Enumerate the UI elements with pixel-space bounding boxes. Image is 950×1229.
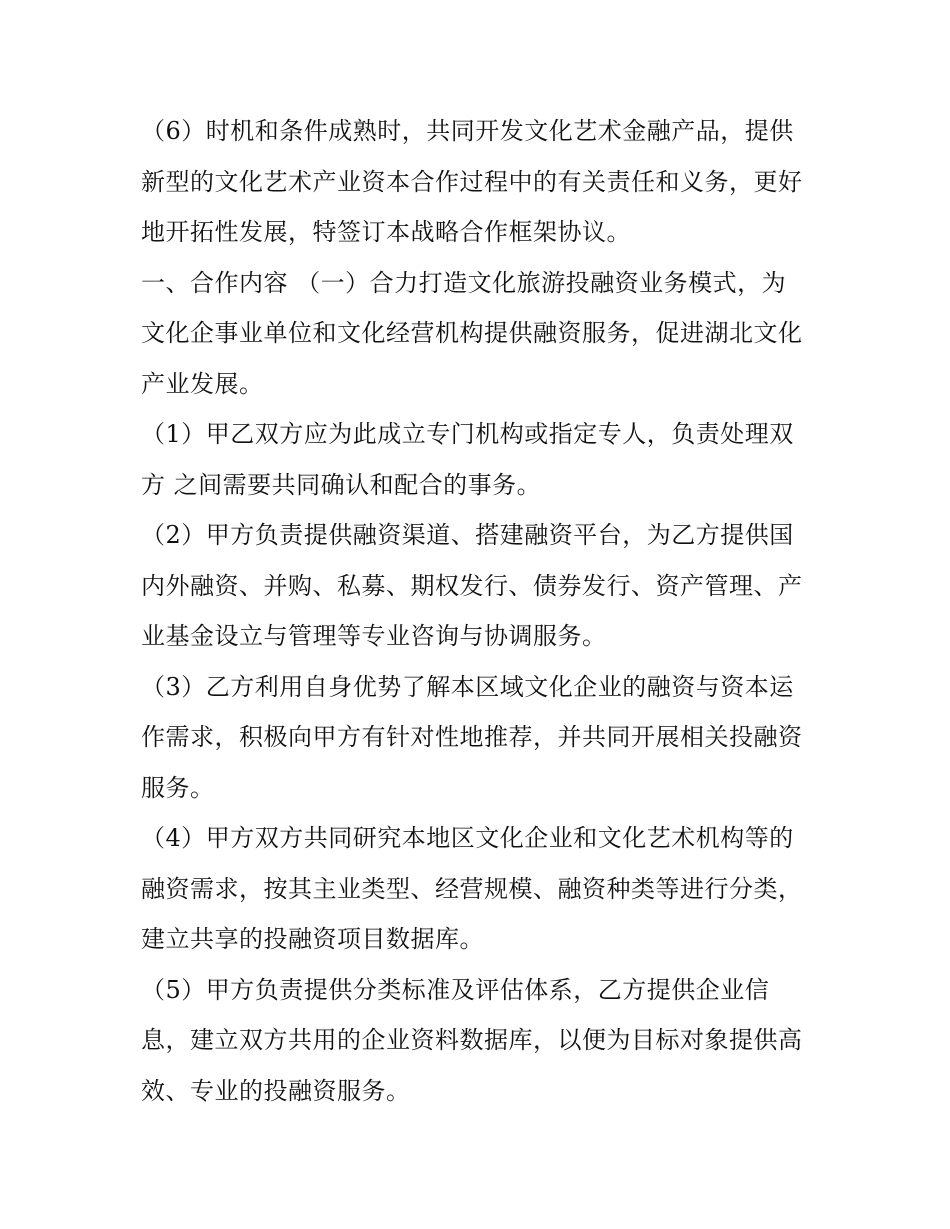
text-line: 方 之间需要共同确认和配合的事务。 [141, 470, 542, 499]
text-line: 业基金设立与管理等专业咨询与协调服务。 [141, 622, 607, 650]
text-line: 作需求，积极向甲方有针对性地推荐，并共同开展相关投融资 [141, 723, 803, 751]
paragraph-item-3 [141, 662, 821, 814]
paragraph-item-5 [141, 965, 821, 1117]
paragraph-item-4 [141, 813, 821, 965]
text-line: 新型的文化艺术产业资本合作过程中的有关责任和义务，更好 [141, 167, 803, 196]
text-line: （3）乙方利用自身优势了解本区域文化企业的融资与资本运 [141, 672, 794, 701]
text-line: （5）甲方负责提供分类标准及评估体系，乙方提供企业信 [141, 975, 770, 1004]
text-line: （4）甲方双方共同研究本地区文化企业和文化艺术机构等的 [141, 824, 794, 852]
paragraph-section-1-cooperation [141, 258, 821, 410]
paragraph-item-6-conclusion [141, 106, 821, 258]
document-body [141, 106, 821, 1116]
text-line: 内外融资、并购、私募、期权发行、债券发行、资产管理、产 [141, 571, 803, 600]
paragraph-item-1 [141, 409, 821, 510]
text-line: 效、专业的投融资服务。 [141, 1076, 411, 1105]
text-line: 融资需求，按其主业类型、经营规模、融资种类等进行分类， [141, 874, 803, 903]
text-line: 息，建立双方共用的企业资料数据库，以便为目标对象提供高 [141, 1026, 803, 1054]
paragraph-item-2 [141, 510, 821, 662]
text-line: 建立共享的投融资项目数据库。 [141, 925, 484, 953]
text-line: （1）甲乙双方应为此成立专门机构或指定专人，负责处理双 [141, 420, 794, 448]
text-line: （6）时机和条件成熟时，共同开发文化艺术金融产品，提供 [141, 117, 794, 145]
text-line: 一、合作内容 （一）合力打造文化旅游投融资业务模式，为 [141, 268, 787, 297]
text-line: （2）甲方负责提供融资渠道、搭建融资平台，为乙方提供国 [141, 521, 794, 549]
text-line: 服务。 [141, 773, 215, 802]
text-line: 产业发展。 [141, 369, 264, 398]
text-line: 文化企事业单位和文化经营机构提供融资服务，促进湖北文化 [141, 319, 803, 347]
text-line: 地开拓性发展，特签订本战略合作框架协议。 [141, 218, 631, 246]
